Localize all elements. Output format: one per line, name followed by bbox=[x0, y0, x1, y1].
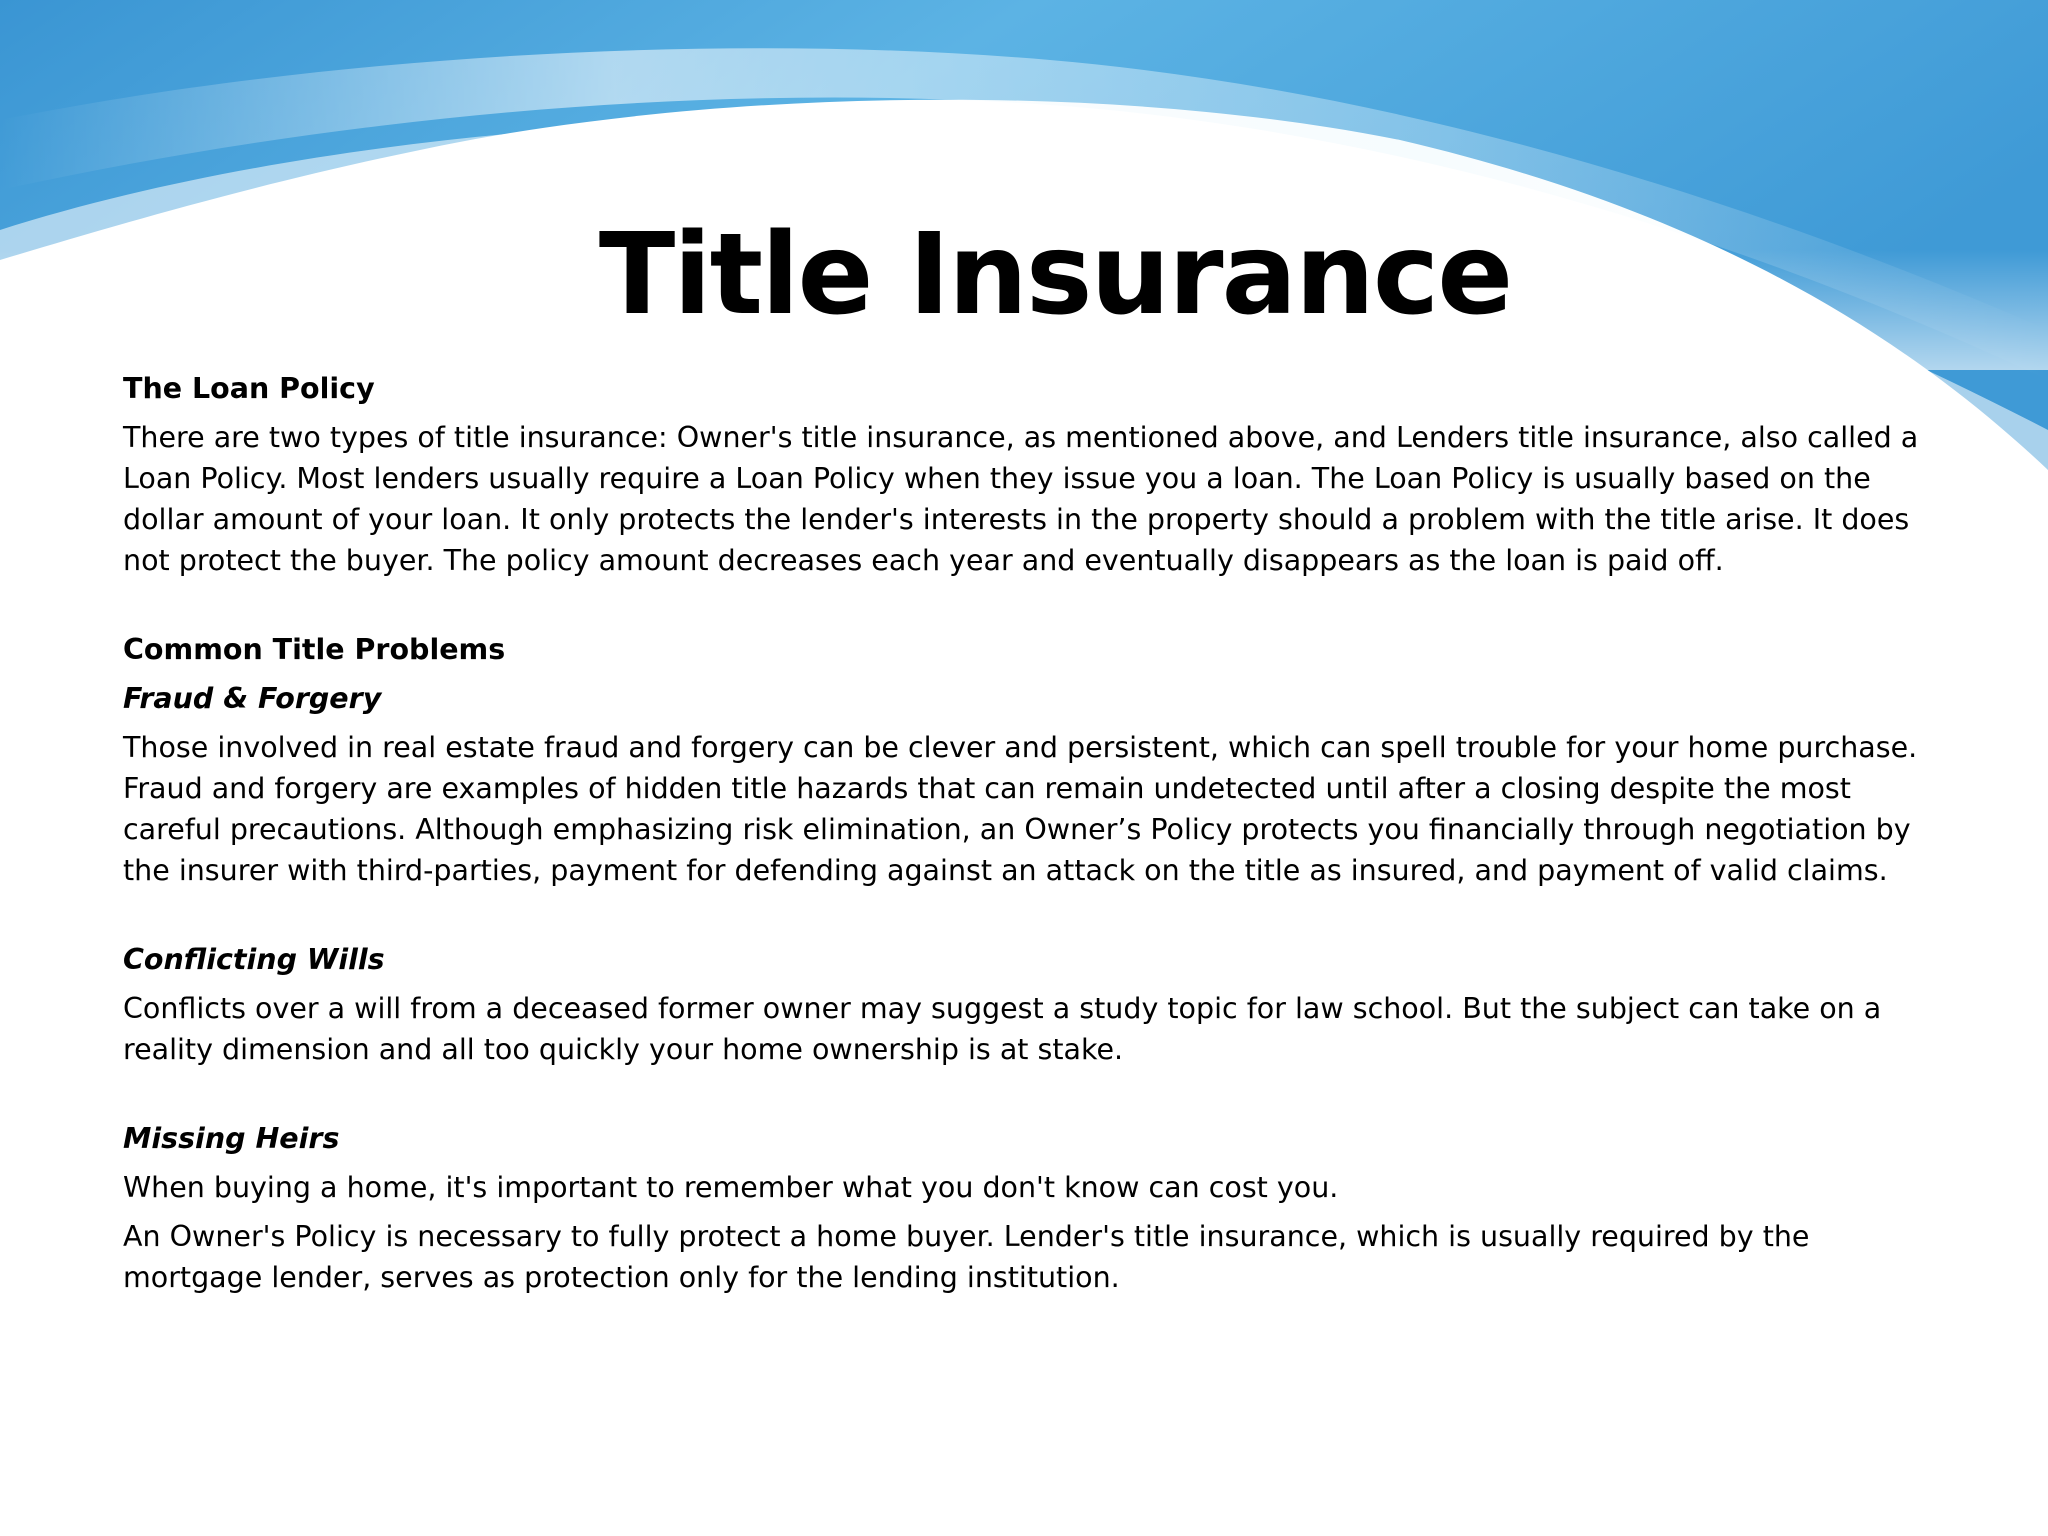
heirs-heading: Missing Heirs bbox=[123, 1122, 340, 1155]
spacer bbox=[123, 899, 1953, 939]
loan-policy-heading: The Loan Policy bbox=[123, 372, 375, 405]
wills-text: Conflicts over a will from a deceased former owner may suggest a study topic for law school. But the subject can take on a reality dimension and all too quickly your home ownership is at stake. bbox=[123, 992, 1882, 1066]
common-problems-heading: Common Title Problems bbox=[123, 633, 506, 666]
loan-policy-text: There are two types of title insurance: Owner's title insurance, as mentioned above, and Lenders title insurance, also called a Loan Policy. Most lenders usually require a Loan Policy when they issue you a loan. The Loan Policy is usually based on the dollar amount of your loan. It only protects the lender's interests in the property should a problem with the title arise. It does not protect the buyer. The policy amount decreases each year and eventually disappears as the loan is paid off. bbox=[123, 421, 1919, 577]
spacer bbox=[123, 589, 1953, 629]
heirs-text-2: An Owner's Policy is necessary to fully protect a home buyer. Lender's title insurance, which is usually required by the mortgage lender, serves as protection only for the lending institution. bbox=[123, 1220, 1810, 1294]
heirs-text-1: When buying a home, it's important to remember what you don't know can cost you. bbox=[123, 1171, 1339, 1204]
fraud-heading: Fraud & Forgery bbox=[123, 682, 382, 715]
spacer bbox=[123, 1078, 1953, 1118]
slide-body bbox=[123, 368, 1953, 1306]
wills-heading: Conflicting Wills bbox=[123, 943, 385, 976]
fraud-text: Those involved in real estate fraud and forgery can be clever and persistent, which can spell trouble for your home purchase. Fraud and forgery are examples of hidden title hazards that can remain undetected until after a closing despite the most careful precautions. Although emphasizing risk elimination, an Owner’s Policy protects you financially through negotiation by the insurer with third-parties, payment for defending against an attack on the title as insured, and payment of valid claims. bbox=[123, 731, 1918, 887]
slide-title: Title Insurance bbox=[598, 210, 1512, 340]
